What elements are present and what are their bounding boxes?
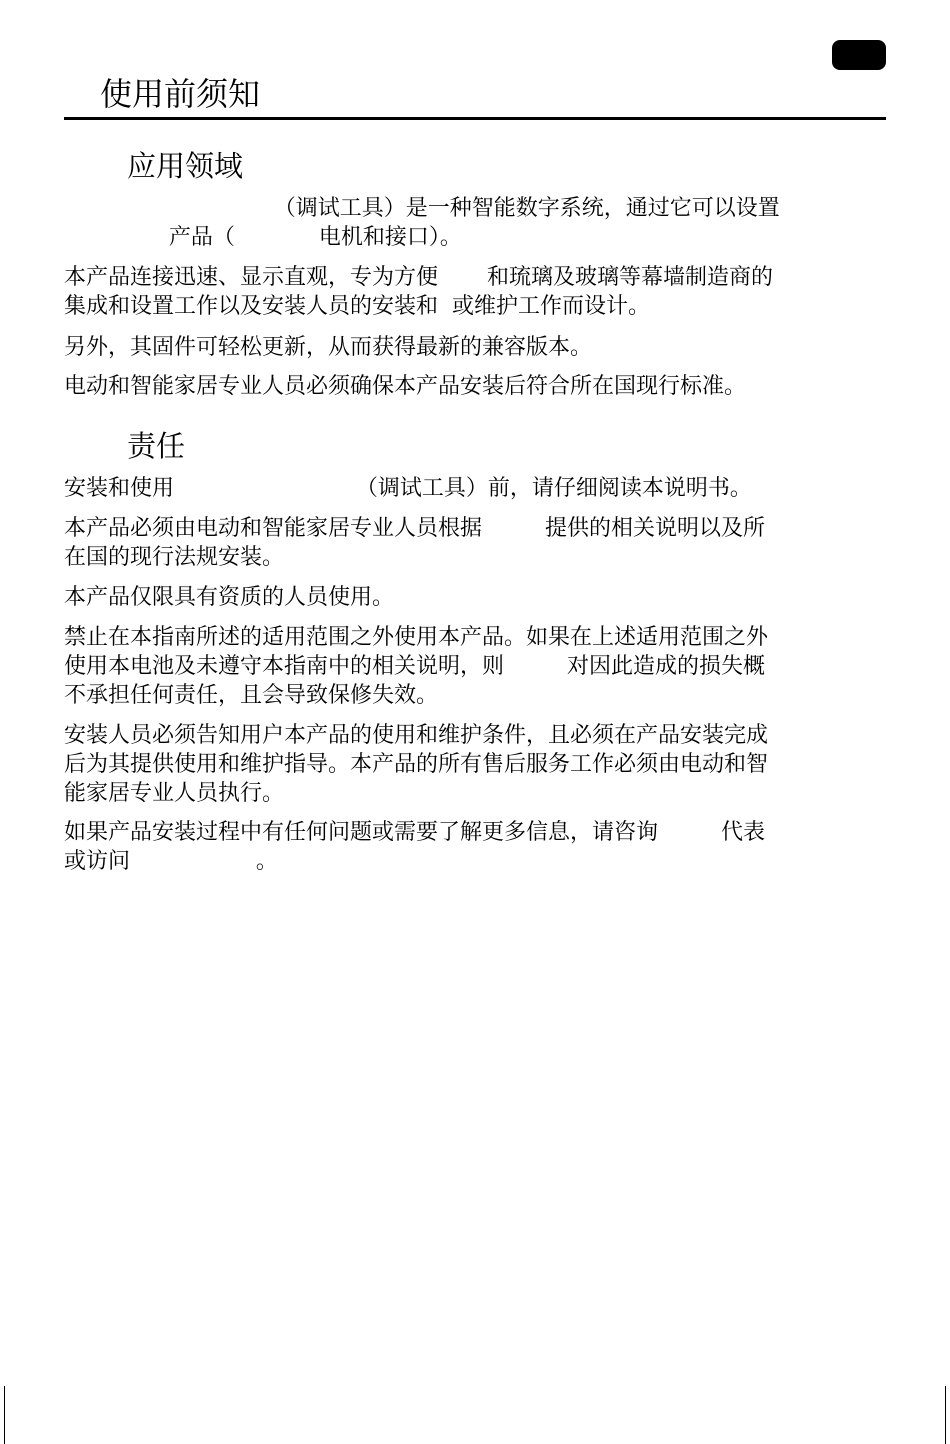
page-number-tab	[832, 40, 886, 70]
title-divider	[64, 117, 886, 120]
paragraph-intro: （调试工具）是一种智能数字系统，通过它可以设置 产品（ 电机和接口）。	[168, 196, 780, 250]
paragraph-read-manual: 安装和使用 （调试工具）前，请仔细阅读本说明书。	[64, 476, 752, 501]
paragraph-liability: 禁止在本指南所述的适用范围之外使用本产品。如果在上述适用范围之外 使用本电池及未遵守本指南中的相关说明，则 对因此造成的损失概 不承担任何责任，且会导致保修失效。	[64, 625, 769, 708]
paragraph-qualified-personnel: 本产品仅限具有资质的人员使用。	[64, 585, 395, 610]
paragraph-installation-by-professionals: 本产品必须由电动和智能家居专业人员根据 提供的相关说明以及所 在国的现行法规安装。	[64, 516, 765, 570]
page-title: 使用前须知	[100, 75, 261, 113]
paragraph-features: 本产品连接迅速、显示直观，专为方便 和琉璃及玻璃等幕墙制造商的 集成和设置工作以及安装人员的安装和 或维护工作而设计。	[64, 265, 773, 319]
left-crop-mark	[4, 1386, 5, 1444]
paragraph-firmware: 另外，其固件可轻松更新，从而获得最新的兼容版本。	[64, 335, 593, 360]
paragraph-contact: 如果产品安装过程中有任何问题或需要了解更多信息，请咨询 代表 或访问 。	[64, 820, 765, 874]
right-crop-mark	[945, 1386, 946, 1444]
section-heading-application-field: 应用领域	[127, 149, 244, 183]
paragraph-standards: 电动和智能家居专业人员必须确保本产品安装后符合所在国现行标准。	[64, 374, 747, 399]
section-heading-responsibility: 责任	[127, 429, 186, 463]
paragraph-user-instructions: 安装人员必须告知用户本产品的使用和维护条件，且必须在产品安装完成 后为其提供使用和维护指导。本产品的所有售后服务工作必须由电动和智 能家居专业人员执行。	[64, 723, 769, 806]
